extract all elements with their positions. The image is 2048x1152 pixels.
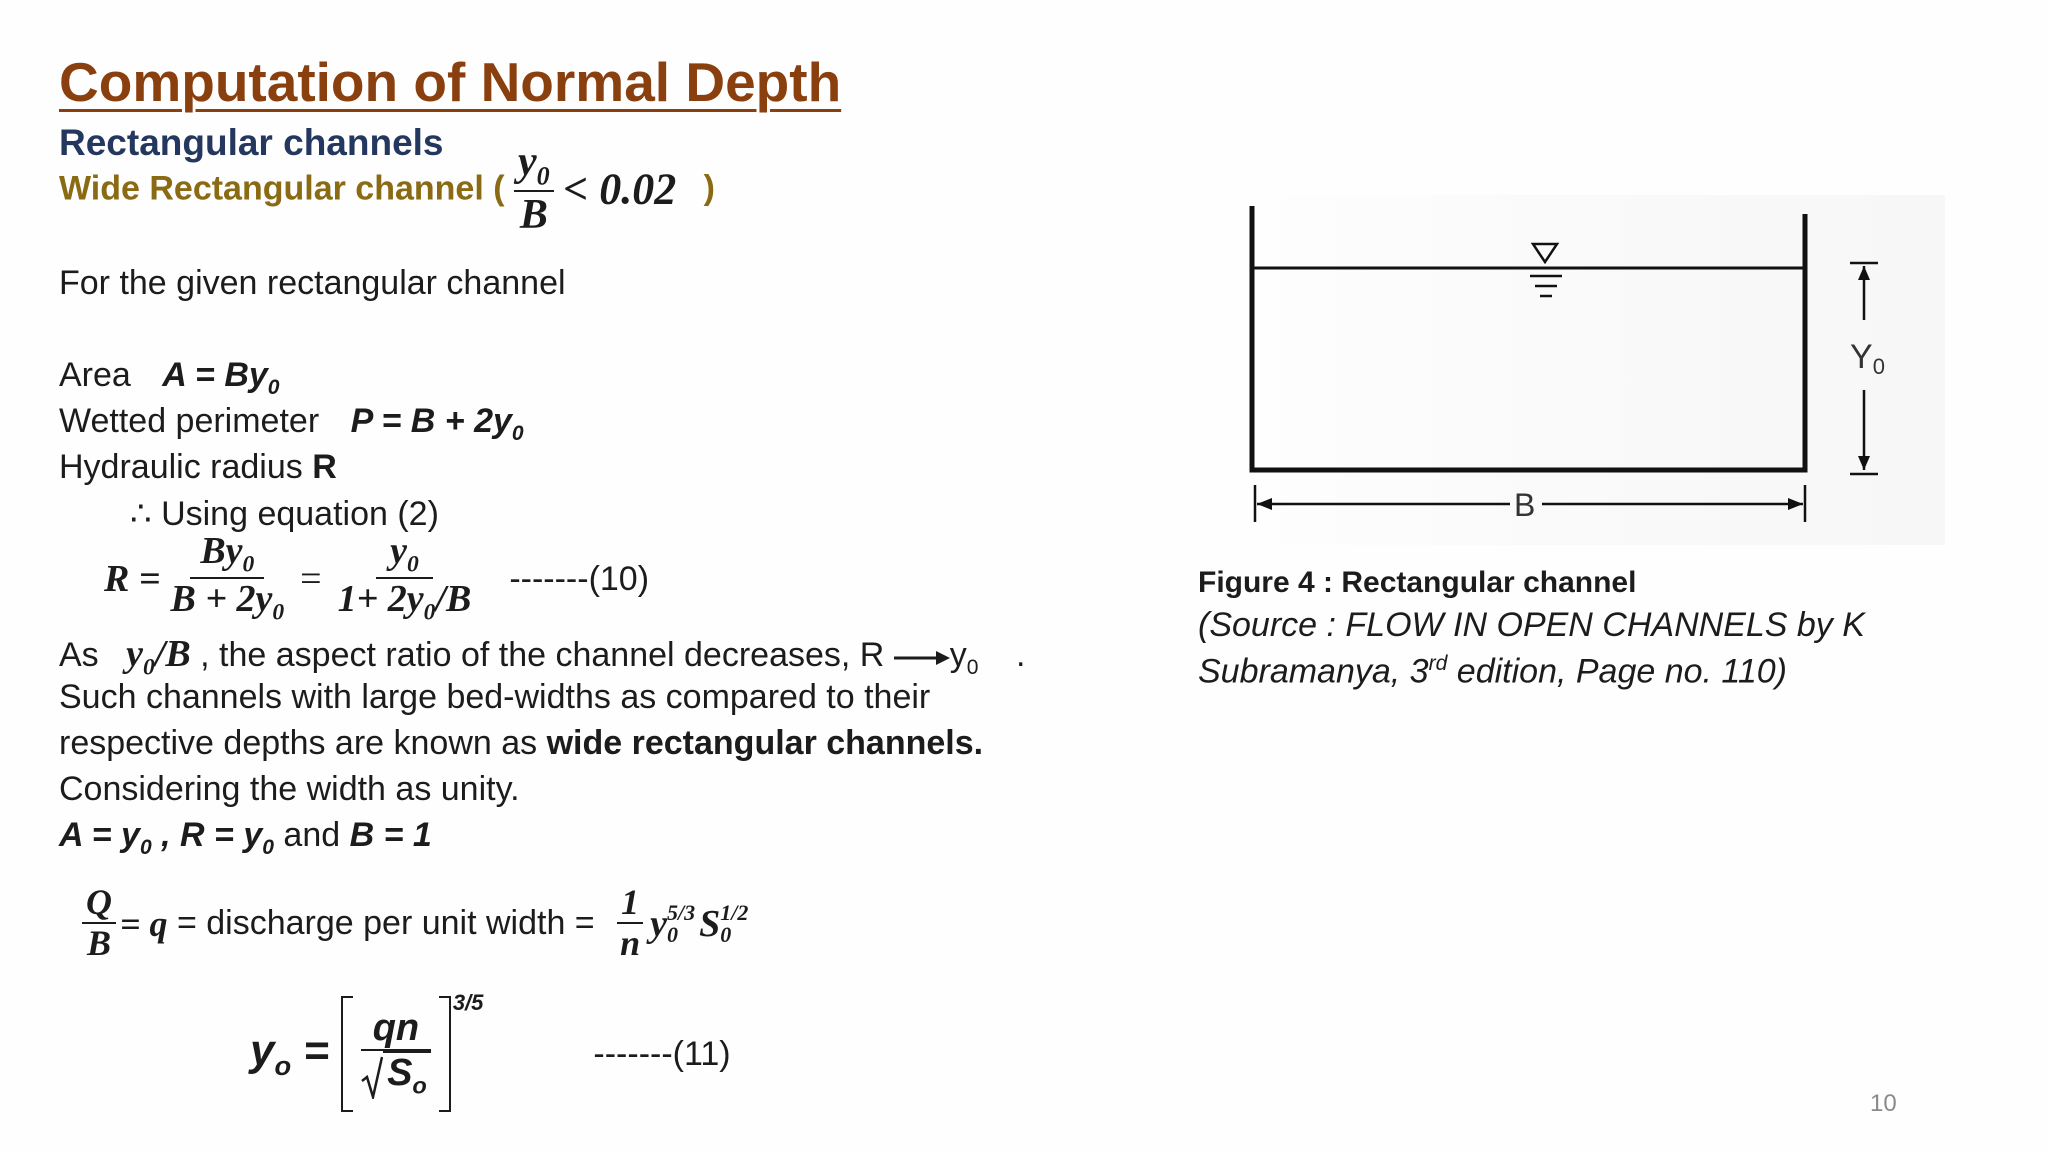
aspect-ratio-line xyxy=(59,632,1025,682)
paragraph-line-3: Considering the width as unity. xyxy=(59,770,520,808)
wide-channel-heading xyxy=(59,140,715,238)
intro-text: For the given rectangular channel xyxy=(59,264,566,302)
perimeter-line xyxy=(59,402,524,446)
radius-symbol: R xyxy=(312,448,337,486)
as-dot: . xyxy=(1015,636,1026,674)
eq11-lhs: y xyxy=(250,1026,275,1076)
discharge-q: Q xyxy=(82,884,116,924)
eq10-f2-den-tail: /B xyxy=(435,578,472,621)
arrow-right-icon xyxy=(894,638,950,677)
perimeter-eq-sub: 0 xyxy=(511,421,524,445)
eq10-fraction-1 xyxy=(167,532,289,627)
ratio-den: B xyxy=(519,191,548,238)
discharge-y-sup: 5/3 xyxy=(667,899,696,925)
sqrt-icon xyxy=(361,1055,383,1099)
eq10-f1-num: By xyxy=(200,530,243,572)
eq11-den-s: S xyxy=(387,1051,413,1094)
eq10-lhs: R = xyxy=(104,558,161,601)
area-label: Area xyxy=(59,356,131,394)
eq11-lhs-sub: o xyxy=(274,1049,292,1081)
channel-diagram xyxy=(1200,180,1940,540)
equation-11 xyxy=(250,990,731,1112)
eq10-f2-num: y xyxy=(390,530,407,572)
eq10-equals: = xyxy=(300,558,322,601)
ratio-num-sub: 0 xyxy=(536,161,550,191)
eq11-eq: = xyxy=(291,1026,330,1076)
unity-r-sub: 0 xyxy=(262,835,274,859)
discharge-fraction-q xyxy=(82,884,116,963)
slide-subtitle: Rectangular channels xyxy=(59,122,444,163)
channel-figure xyxy=(1200,180,1940,540)
using-equation: ∴ Using equation (2) xyxy=(130,495,439,533)
as-ratio-sub: 0 xyxy=(143,654,155,681)
eq10-f2-den: 1+ 2y xyxy=(337,578,424,621)
eq10-f1-den-sub: 0 xyxy=(272,599,285,626)
discharge-text: = discharge per unit width = xyxy=(167,904,605,943)
equation-10 xyxy=(104,532,649,627)
wide-heading-prefix: Wide Rectangular channel ( xyxy=(59,169,505,208)
discharge-one: 1 xyxy=(617,884,643,924)
water-surface-icon xyxy=(1530,244,1562,296)
as-text: , the aspect ratio of the channel decreases, R xyxy=(200,636,885,674)
as-ratio: y xyxy=(126,633,144,675)
unity-and: and xyxy=(273,816,350,854)
eq11-bracket xyxy=(341,996,451,1112)
discharge-s: S xyxy=(699,902,721,945)
para2-bold: wide rectangular channels. xyxy=(546,724,984,762)
unity-b: B = 1 xyxy=(349,816,432,854)
as-target: y xyxy=(949,636,967,674)
ratio-rhs: < 0.02 xyxy=(563,164,677,214)
figure-source-line-1: (Source : FLOW IN OPEN CHANNELS by K xyxy=(1198,606,1865,644)
eq11-power: 3/5 xyxy=(452,990,484,1015)
ratio-num: y xyxy=(518,139,537,185)
figure-caption: Figure 4 : Rectangular channel xyxy=(1198,566,1637,599)
source-line2-b: edition, Page no. 110) xyxy=(1447,652,1787,691)
discharge-s-sub: 0 xyxy=(720,921,732,947)
depth-label: Y0 xyxy=(1850,338,1885,379)
area-eq: A = By xyxy=(162,356,268,394)
eq10-f2-den-sub: 0 xyxy=(423,599,436,626)
discharge-fraction-n xyxy=(616,884,644,963)
width-label: B xyxy=(1514,487,1536,523)
para2-plain: respective depths are known as xyxy=(59,724,547,762)
discharge-n: n xyxy=(620,922,641,963)
eq10-f2-num-sub: 0 xyxy=(407,551,419,578)
eq11-den-s-sub: o xyxy=(412,1072,427,1099)
discharge-equation xyxy=(82,884,748,963)
unity-a: A = y xyxy=(59,816,140,854)
as-target-sub: 0 xyxy=(966,655,979,679)
eq10-f1-num-sub: 0 xyxy=(242,551,255,578)
eq11-fraction xyxy=(357,1006,435,1099)
eq10-f1-den: B + 2y xyxy=(170,578,273,621)
source-line2-a: Subramanya, 3 xyxy=(1198,652,1429,691)
radius-line xyxy=(59,448,337,487)
discharge-eq: = q xyxy=(120,903,168,944)
eq10-fraction-2 xyxy=(334,532,476,627)
eq11-tag: -------(11) xyxy=(593,1034,731,1073)
as-prefix: As xyxy=(59,636,99,674)
radius-label: Hydraulic radius xyxy=(59,448,303,486)
ratio-fraction xyxy=(514,140,554,238)
wide-heading-suffix: ) xyxy=(703,169,715,208)
discharge-y-sub: 0 xyxy=(667,921,679,947)
page-number: 10 xyxy=(1870,1090,1897,1117)
paragraph-line-1: Such channels with large bed-widths as compared to their xyxy=(59,678,931,716)
eq10-tag: -------(10) xyxy=(509,559,650,598)
unity-line xyxy=(59,816,432,860)
unity-r: , R = y xyxy=(151,816,263,854)
area-line xyxy=(59,356,280,400)
perimeter-eq: P = B + 2y xyxy=(350,402,512,440)
discharge-y: y xyxy=(650,902,668,945)
area-eq-sub: 0 xyxy=(267,375,280,399)
paragraph-line-2 xyxy=(59,724,983,763)
source-line2-sup: rd xyxy=(1428,652,1448,675)
discharge-s-sup: 1/2 xyxy=(720,899,749,925)
slide-title: Computation of Normal Depth xyxy=(59,51,842,113)
as-ratio-tail: /B xyxy=(154,633,191,675)
discharge-b: B xyxy=(86,922,111,963)
eq11-num: qn xyxy=(361,1009,431,1051)
perimeter-label: Wetted perimeter xyxy=(59,402,320,440)
figure-source-line-2 xyxy=(1198,652,1787,691)
unity-a-sub: 0 xyxy=(139,835,152,859)
